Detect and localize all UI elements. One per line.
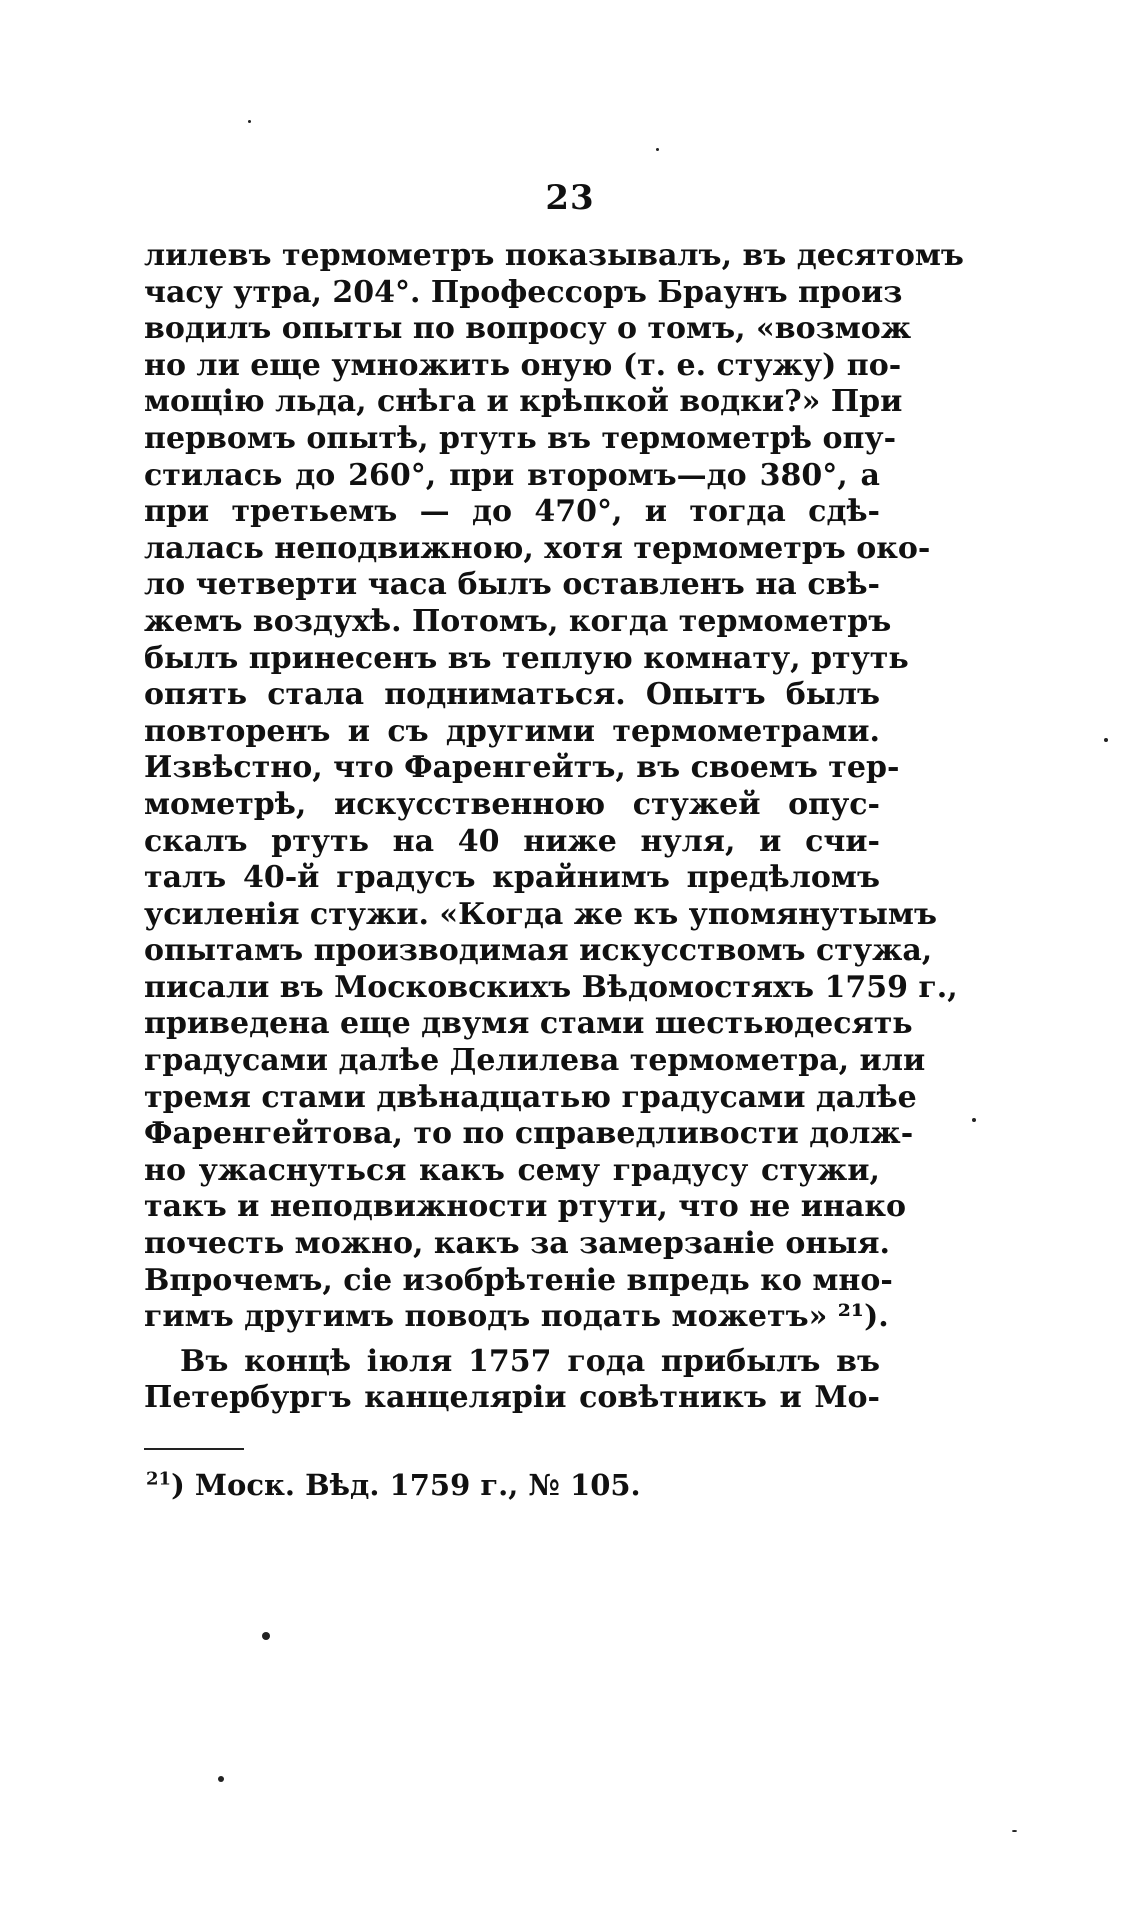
text-line: лилевъ термометръ показывалъ, въ десятомъ bbox=[144, 238, 964, 273]
text-line: Впрочемъ, сіе изобрѣтеніе впредь ко мно- bbox=[144, 1262, 893, 1298]
text-line: лалась неподвижною, хотя термометръ око- bbox=[144, 530, 931, 566]
text-line: Извѣстно, что Фаренгейтъ, въ своемъ тер- bbox=[144, 750, 900, 786]
footnote-marker: 21 bbox=[146, 1468, 172, 1490]
text-line-paragraph-start: Въ концѣ іюля 1757 года прибылъ въ bbox=[180, 1343, 880, 1379]
scan-speck bbox=[656, 148, 659, 151]
scan-speck bbox=[218, 1776, 224, 1782]
text-line: опять стала подниматься. Опытъ былъ bbox=[144, 677, 880, 713]
text-line: но ужаснуться какъ сему градусу стужи, bbox=[144, 1152, 880, 1188]
text-line: мометрѣ, искусственною стужей опус- bbox=[144, 786, 880, 822]
footnote bbox=[146, 1468, 641, 1502]
text-line: усиленія стужи. «Когда же къ упомянутымъ bbox=[144, 896, 937, 932]
body-text bbox=[144, 238, 964, 1417]
text-line: первомъ опытѣ, ртуть въ термометрѣ опу- bbox=[144, 420, 897, 456]
text-line: писали въ Московскихъ Вѣдомостяхъ 1759 г., bbox=[144, 969, 958, 1005]
text-line-paragraph-end: гимъ другимъ поводъ подать можетъ» ²¹). bbox=[144, 1299, 889, 1335]
text-line: при третьемъ — до 470°, и тогда сдѣ- bbox=[144, 494, 880, 530]
text-line: водилъ опыты по вопросу о томъ, «возмож bbox=[144, 311, 912, 347]
text-line: почесть можно, какъ за замерзаніе оныя. bbox=[144, 1226, 890, 1262]
scan-speck bbox=[262, 1632, 270, 1640]
text-line: такъ и неподвижности ртути, что не инако bbox=[144, 1189, 907, 1225]
scan-speck bbox=[972, 1118, 976, 1122]
text-line: талъ 40-й градусъ крайнимъ предѣломъ bbox=[144, 860, 880, 896]
text-line: ло четверти часа былъ оставленъ на свѣ- bbox=[144, 567, 880, 603]
scan-speck bbox=[248, 120, 251, 123]
footnote-text: ) Моск. Вѣд. 1759 г., № 105. bbox=[171, 1468, 641, 1502]
page-number: 23 bbox=[545, 178, 595, 218]
text-line: Фаренгейтова, то по справедливости долж- bbox=[144, 1116, 914, 1152]
text-line: жемъ воздухѣ. Потомъ, когда термометръ bbox=[144, 603, 892, 639]
text-line: повторенъ и съ другими термометрами. bbox=[144, 713, 880, 749]
text-line: часу утра, 204°. Профессоръ Браунъ произ bbox=[144, 274, 903, 310]
scan-speck bbox=[1012, 1830, 1017, 1832]
text-line: Петербургъ канцеляріи совѣтникъ и Мо- bbox=[144, 1380, 880, 1416]
text-line: приведена еще двумя стами шестьюдесять bbox=[144, 1006, 913, 1042]
text-line: былъ принесенъ въ теплую комнату, ртуть bbox=[144, 640, 909, 676]
scan-speck bbox=[1104, 738, 1108, 742]
text-line: но ли еще умножить оную (т. е. стужу) по- bbox=[144, 347, 902, 383]
footnote-divider bbox=[144, 1448, 244, 1450]
text-line: опытамъ производимая искусствомъ стужа, bbox=[144, 933, 933, 969]
text-line: тремя стами двѣнадцатью градусами далѣе bbox=[144, 1079, 917, 1115]
text-line: мощію льда, снѣга и крѣпкой водки?» При bbox=[144, 384, 903, 420]
text-line: градусами далѣе Делилева термометра, или bbox=[144, 1043, 926, 1079]
text-line: стилась до 260°, при второмъ—до 380°, а bbox=[144, 457, 880, 493]
text-line: скалъ ртуть на 40 ниже нуля, и счи- bbox=[144, 823, 880, 859]
